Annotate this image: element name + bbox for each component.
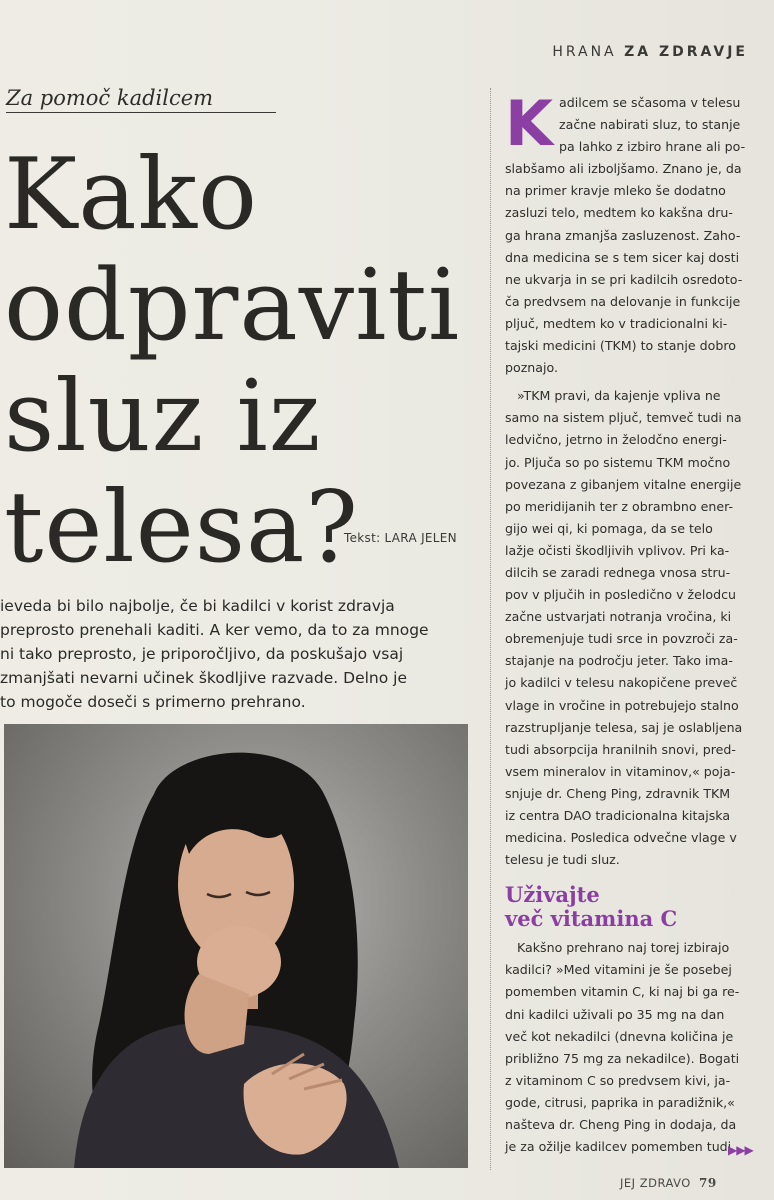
- paragraph-2: [505, 385, 763, 871]
- text-line: adilcem se sčasoma v telesu: [559, 95, 741, 110]
- subheading-line: več vitamina C: [505, 906, 678, 932]
- text-line: na primer kravje mleko še dodatno: [505, 183, 726, 199]
- text-line: začne ustvarjati notranja vročina, ki: [505, 609, 732, 625]
- text-line: lažje očisti škodljivih vplivov. Pri ka-: [505, 542, 730, 558]
- text-line: vsem mineralov in vitaminov,« poja-: [505, 763, 736, 779]
- text-line: tajski medicini (TKM) to stanje dobro: [505, 338, 736, 354]
- headline-line: Kako: [4, 138, 259, 252]
- photo-woman-coughing: [4, 724, 468, 1168]
- text-line: je za ožilje kadilcev pomemben tudi: [505, 1139, 732, 1155]
- text-line: obremenjuje tudi srce in povzroči za-: [505, 631, 738, 647]
- section-label: [552, 44, 748, 60]
- text-line: pa lahko z izbiro hrane ali po-: [559, 139, 746, 155]
- lead-line: zmanjšati nevarni učinek škodljive razvade. Delno je: [0, 669, 407, 687]
- article-column: [505, 87, 763, 1158]
- text-line: Kakšno prehrano naj torej izbirajo: [517, 940, 730, 956]
- lead-line: to mogoče doseči s primerno prehrano.: [0, 693, 306, 711]
- text-line: razstrupljanje telesa, saj je oslabljena: [505, 719, 743, 735]
- text-line: jo. Pljuča so po sistemu TKM močno: [505, 454, 731, 470]
- text-line: pljuč, medtem ko v tradicionalni ki-: [505, 315, 728, 331]
- text-line: gijo wei qi, ki pomaga, da se telo: [505, 520, 713, 536]
- text-line: zasluzi telo, medtem ko kakšna dru-: [505, 205, 733, 221]
- paragraph-1: [505, 87, 763, 379]
- lead-line: ieveda bi bilo najbolje, če bi kadilci v korist zdravja: [0, 597, 395, 615]
- subheading-line: Uživajte: [505, 882, 600, 908]
- text-line: »TKM pravi, da kajenje vpliva ne: [517, 388, 721, 404]
- text-line: ga hrana zmanjša zasluzenost. Zaho-: [505, 227, 741, 243]
- page-footer: [620, 1176, 717, 1190]
- headline-line: odpraviti: [4, 249, 461, 363]
- text-line: tudi absorpcija hranilnih snovi, pred-: [505, 741, 736, 757]
- text-line: jo kadilci v telesu nakopičene preveč: [505, 675, 738, 691]
- text-line: našteva dr. Cheng Ping in dodaja, da: [505, 1117, 737, 1133]
- text-line: pov v pljučih in posledično v želodcu: [505, 587, 737, 603]
- lead-paragraph: [0, 594, 470, 714]
- headline-line: telesa?: [4, 471, 359, 585]
- column-divider: [490, 88, 491, 1170]
- text-line: dna medicina se s tem sicer kaj dosti: [505, 249, 740, 265]
- text-line: kadilci? »Med vitamini je še posebej: [505, 962, 732, 978]
- section-label-light: HRANA: [552, 44, 617, 60]
- text-line: več kot nekadilci (dnevna količina je: [505, 1028, 734, 1044]
- paragraph-3: [505, 937, 763, 1158]
- text-line: povezana z gibanjem vitalne energije: [505, 476, 742, 492]
- text-line: ne ukvarja in se pri kadilcih osredoto-: [505, 271, 743, 287]
- subheading: [505, 883, 763, 931]
- text-line: poznajo.: [505, 360, 558, 376]
- magazine-name: JEJ ZDRAVO: [620, 1176, 691, 1190]
- text-line: z vitaminom C so predvsem kivi, ja-: [505, 1072, 731, 1088]
- text-line: snjuje dr. Cheng Ping, zdravnik TKM: [505, 785, 731, 801]
- text-line: gode, citrusi, paprika in paradižnik,«: [505, 1094, 735, 1110]
- photo-illustration: [4, 724, 468, 1168]
- page-number: 79: [698, 1176, 717, 1190]
- lead-line: preprosto prenehali kaditi. A ker vemo, da to za mnoge: [0, 621, 429, 639]
- text-line: vlage in vročine in potrebujejo stalno: [505, 697, 739, 713]
- text-line: telesu je tudi sluz.: [505, 852, 620, 868]
- text-line: medicina. Posledica odvečne vlage v: [505, 830, 737, 846]
- text-line: pomemben vitamin C, ki naj bi ga re-: [505, 984, 740, 1000]
- text-line: stajanje na področju jeter. Tako ima-: [505, 653, 733, 669]
- text-line: ča predvsem na delovanje in funkcije: [505, 293, 741, 309]
- section-label-bold: ZA ZDRAVJE: [624, 44, 748, 60]
- byline: Tekst: LARA JELEN: [344, 531, 457, 545]
- headline-line: sluz iz: [4, 360, 322, 474]
- text-line: po meridijanih ter z obrambno ener-: [505, 498, 733, 514]
- text-line: začne nabirati sluz, to stanje: [559, 117, 741, 133]
- text-line: samo na sistem pljuč, temveč tudi na: [505, 410, 742, 426]
- lead-line: ni tako preprosto, je priporočljivo, da poskušajo vsaj: [0, 645, 404, 663]
- text-line: dni kadilci uživali po 35 mg na dan: [505, 1006, 725, 1022]
- headline: [4, 140, 460, 584]
- text-line: slabšamo ali izboljšamo. Znano je, da: [505, 161, 742, 177]
- text-line: dilcih se zaradi rednega vnosa stru-: [505, 564, 731, 580]
- kicker: Za pomoč kadilcem: [6, 86, 276, 113]
- text-line: ledvično, jetrno in želodčno energi-: [505, 432, 727, 448]
- continue-arrows-icon: ▶▶▶: [728, 1143, 753, 1157]
- drop-cap: K: [505, 87, 554, 160]
- text-line: približno 75 mg za nekadilce). Bogati: [505, 1050, 740, 1066]
- text-line: iz centra DAO tradicionalna kitajska: [505, 808, 731, 823]
